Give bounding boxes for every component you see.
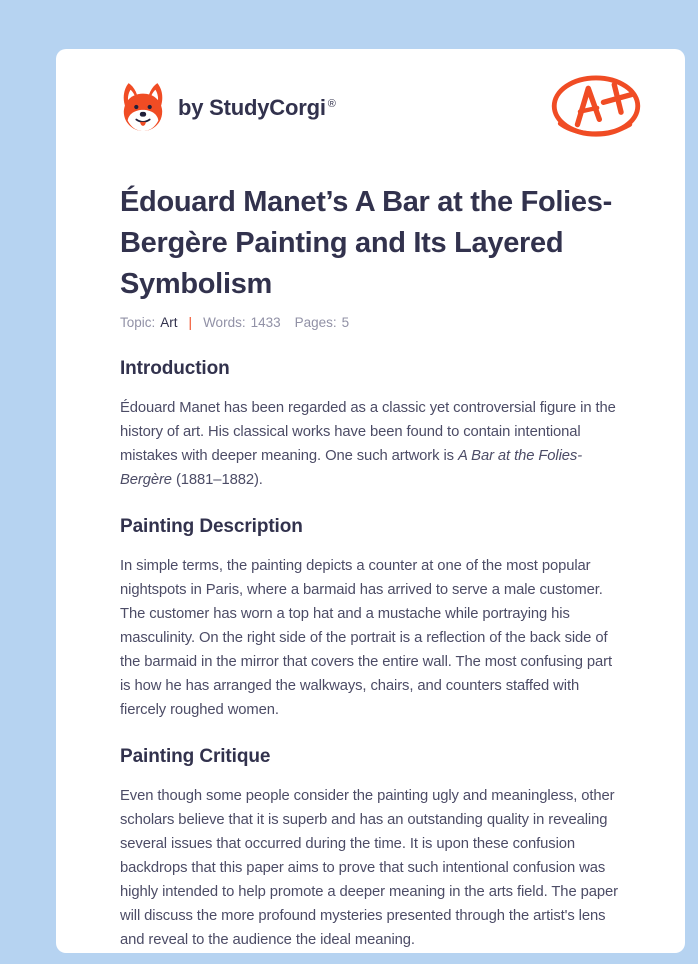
section-heading: Introduction [120, 358, 230, 379]
essay-section [120, 358, 621, 492]
section-paragraph: Even though some people consider the painting ugly and meaningless, other scholars believe that it is superb and has an outstanding quality in revealing several issues that occurred during the time. It is upon these confusion backdrops that this paper aims to prove that such intentional confusion was highly intended to help promote a deeper meaning in the arts field. The paper will discuss the more profound mysteries presented through the artist's lens and reveal to the audience the ideal meaning. [120, 788, 618, 948]
pages-value: 5 [341, 315, 350, 330]
section-paragraph: In simple terms, the painting depicts a counter at one of the most popular nightspots in Paris, where a barmaid has arrived to serve a male customer. The customer has worn a top hat and a mustache while portraying his masculinity. On the right side of the portrait is a reflection of the back side of the barmaid in the mirror that covers the entire wall. The most confusing part is how he has arranged the walkways, chairs, and counters staffed with fiercely roughed women. [120, 558, 612, 718]
document-card [56, 49, 685, 953]
page-header [120, 75, 643, 141]
section-heading: Painting Description [120, 516, 303, 537]
page-title: Édouard Manet’s A Bar at the Folies-Bergère Painting and Its Layered Symbolism [120, 186, 612, 300]
pages-label: Pages: [294, 315, 337, 330]
corgi-mascot-icon [120, 81, 166, 135]
topic-link[interactable]: Art [160, 315, 178, 330]
section-paragraph: Édouard Manet has been regarded as a classic yet controversial figure in the history of art. His classical works have been found to contain intentional mistakes with deeper meaning. One such artwork is A Bar at the Folies-Bergère (1881–1882). [120, 400, 616, 488]
meta-row [120, 315, 621, 330]
topic-meta [120, 315, 178, 330]
essay-section [120, 516, 621, 722]
brand-wordmark: by StudyCorgi ® [178, 95, 336, 120]
words-meta [203, 315, 281, 330]
sections [120, 358, 621, 952]
meta-separator: | [188, 315, 193, 330]
topic-label: Topic: [120, 315, 156, 330]
a-plus-stamp-icon [549, 74, 643, 142]
essay-section [120, 746, 621, 952]
pages-meta [295, 315, 350, 330]
words-label: Words: [203, 315, 246, 330]
studycorgi-logo-link[interactable] [120, 81, 336, 135]
words-value: 1433 [250, 315, 281, 330]
section-heading: Painting Critique [120, 746, 271, 767]
registered-trademark: ® [327, 97, 336, 110]
